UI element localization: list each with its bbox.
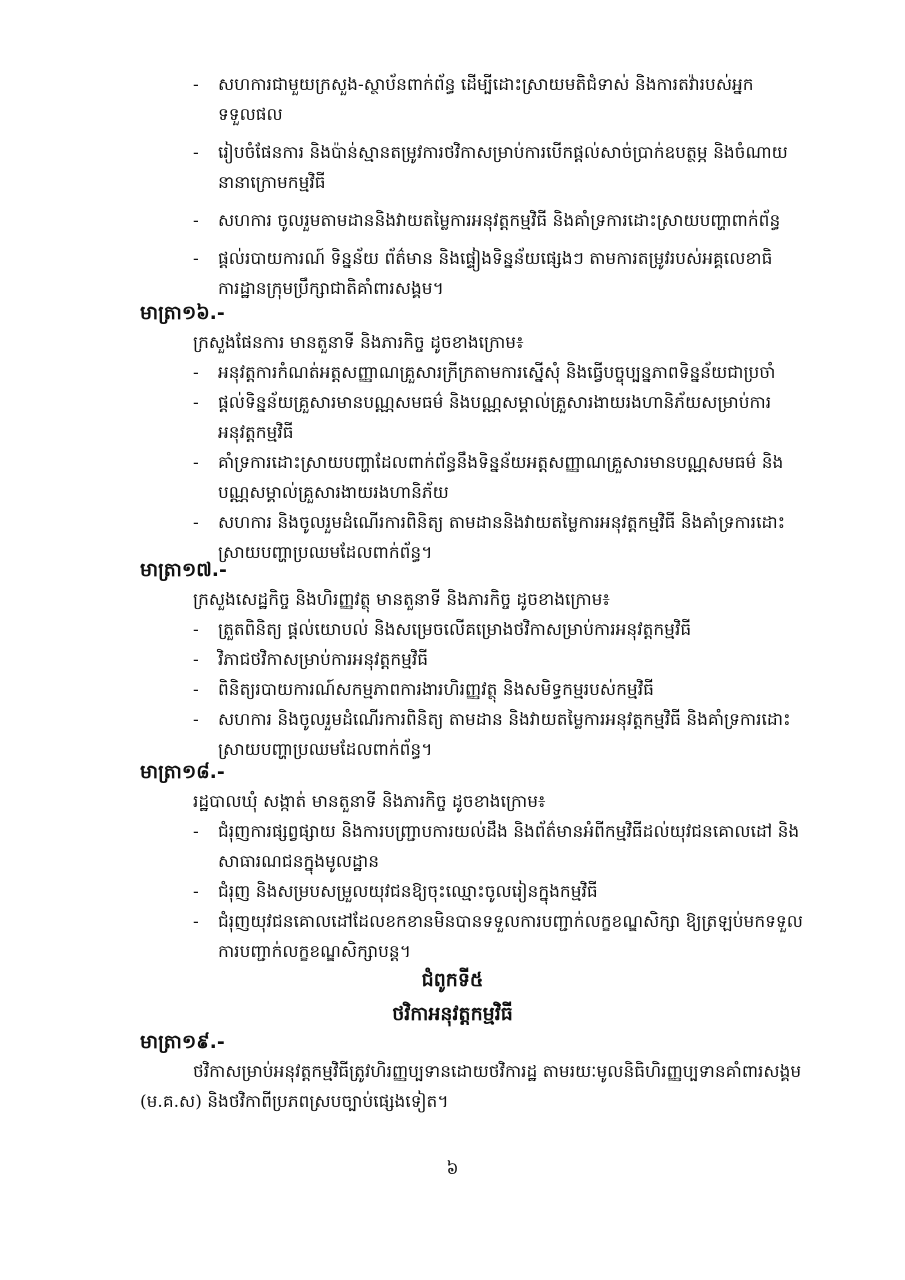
list-item: - គាំទ្រការដោះស្រាយបញ្ហាដែលពាក់ព័ន្ធនឹងទិន្នន័យអត្តសញ្ញាណគ្រួសារមានបណ្ណសមធម៌ និងបណ្ណសម្គាល់គ្រួសារងាយរងហានិភ័យ [0, 448, 905, 508]
article-intro: រដ្ឋបាលឃុំ សង្កាត់ មានតួនាទី និងភារកិច្ច ដូចខាងក្រោម៖ [193, 792, 546, 812]
list-item: - ជំរុញការផ្សព្វផ្សាយ និងការបញ្ជ្រាបការយល់ដឹង និងព័ត៌មានអំពីកម្មវិធីដល់យុវជនគោលដៅ និងសាធារណជនក្នុងមូលដ្ឋាន [0, 817, 905, 877]
chapter-5-heading [0, 963, 905, 1031]
section-a-list [0, 70, 905, 304]
list-item: - សហការជាមួយក្រសួង-ស្ថាប័នពាក់ព័ន្ធ ដើម្បីដោះស្រាយមតិជំទាស់ និងការតវ៉ារបស់អ្នកទទួលផល [0, 70, 905, 130]
bullet-dash: - [193, 882, 199, 902]
list-item: - ជំរុញយុវជនគោលដៅដែលខកខានមិនបានទទួលការបញ្ជាក់លក្ខខណ្ឌសិក្សា ឱ្យត្រឡប់មកទទួលការបញ្ជាក់លក្ខខណ្ឌសិក្សាបន្ត។ [0, 907, 905, 967]
list-item: - រៀបចំផែនការ និងប៉ាន់ស្មានតម្រូវការថវិកាសម្រាប់ការបើកផ្ដល់សាច់ប្រាក់ឧបត្ថម្ភ និងចំណាយនានាក្រោមកម្មវិធី [0, 138, 905, 198]
chapter-number: ជំពូកទី៥ [421, 969, 484, 991]
bullet-dash: - [193, 620, 199, 640]
bullet-dash: - [193, 822, 199, 842]
list-item: - អនុវត្តការកំណត់អត្តសញ្ញាណគ្រួសារក្រីក្រតាមការស្នើសុំ និងធ្វើបច្ចុប្បន្នភាពទិន្នន័យជាប្រចាំ [0, 358, 905, 388]
article-heading: មាត្រា១៩.- [140, 1031, 225, 1053]
bullet-dash: - [193, 513, 199, 533]
bullet-dash: - [193, 211, 199, 231]
list-item: - ពិនិត្យរបាយការណ៍សកម្មភាពការងារហិរញ្ញវត្ថុ និងសមិទ្ធកម្មរបស់កម្មវិធី [0, 675, 905, 705]
list-item: - ត្រួតពិនិត្យ ផ្ដល់យោបល់ និងសម្រេចលើគម្រោងថវិកាសម្រាប់ការអនុវត្តកម្មវិធី [0, 615, 905, 645]
article-intro: ក្រសួងសេដ្ឋកិច្ច និងហិរញ្ញវត្ថុ មានតួនាទី និងភារកិច្ច ដូចខាងក្រោម៖ [193, 590, 610, 610]
bullet-dash: - [193, 143, 199, 163]
bullet-dash: - [193, 75, 199, 95]
article-17 [0, 555, 905, 765]
bullet-dash: - [193, 393, 199, 413]
article-heading: មាត្រា១៧.- [140, 559, 227, 581]
article-18 [0, 757, 905, 967]
bullet-dash: - [193, 453, 199, 473]
bullet-dash: - [193, 680, 199, 700]
article-intro: ក្រសួងផែនការ មានតួនាទី និងភារកិច្ច ដូចខាងក្រោម៖ [193, 333, 524, 353]
article-heading: មាត្រា១៨.- [140, 761, 225, 783]
article-paragraph: ថវិកាសម្រាប់អនុវត្តកម្មវិធីត្រូវហិរញ្ញប្បទានដោយថវិការដ្ឋ តាមរយៈមូលនិធិហិរញ្ញប្បទានគាំពារសង្គម (ម.គ.ស) និងថវិកាពីប្រភពស្របច្បាប់ផ្សេងទៀត។ [140, 1062, 802, 1112]
article-16 [0, 298, 905, 568]
chapter-title: ថវិកាអនុវត្តកម្មវិធី [392, 1003, 513, 1025]
bullet-dash: - [193, 710, 199, 730]
page-number: ៦ [446, 1159, 459, 1179]
list-item: - ផ្ដល់ទិន្នន័យគ្រួសារមានបណ្ណសមធម៌ និងបណ្ណសម្គាល់គ្រួសារងាយរងហានិភ័យសម្រាប់ការអនុវត្តកម្មវិធី [0, 388, 905, 448]
article-19 [0, 1027, 905, 1117]
list-item: - សហការ ចូលរួមតាមដាននិងវាយតម្លៃការអនុវត្តកម្មវិធី និងគាំទ្រការដោះស្រាយបញ្ហាពាក់ព័ន្ធ [0, 206, 905, 236]
list-item: - ផ្ដល់របាយការណ៍ ទិន្នន័យ ព័ត៌មាន និងផ្ទៀងទិន្នន័យផ្សេងៗ តាមការតម្រូវរបស់អគ្គលេខាធិការដ្ឋានក្រុមប្រឹក្សាជាតិគាំពារសង្គម។ [0, 244, 905, 304]
list-item: - វិភាជថវិកាសម្រាប់ការអនុវត្តកម្មវិធី [0, 645, 905, 675]
bullet-dash: - [193, 363, 199, 383]
bullet-dash: - [193, 912, 199, 932]
list-item: - សហការ និងចូលរួមដំណើរការពិនិត្យ តាមដាន និងវាយតម្លៃការអនុវត្តកម្មវិធី និងគាំទ្រការដោះស្រាយបញ្ហាប្រឈមដែលពាក់ព័ន្ធ។ [0, 705, 905, 765]
bullet-dash: - [193, 249, 199, 269]
list-item: - ជំរុញ និងសម្របសម្រួលយុវជនឱ្យចុះឈ្មោះចូលរៀនក្នុងកម្មវិធី [0, 877, 905, 907]
article-heading: មាត្រា១៦.- [140, 302, 225, 324]
list-item: - សហការ និងចូលរួមដំណើរការពិនិត្យ តាមដាននិងវាយតម្លៃការអនុវត្តកម្មវិធី និងគាំទ្រការដោះស្រាយបញ្ហាប្រឈមដែលពាក់ព័ន្ធ។ [0, 508, 905, 568]
bullet-dash: - [193, 650, 199, 670]
